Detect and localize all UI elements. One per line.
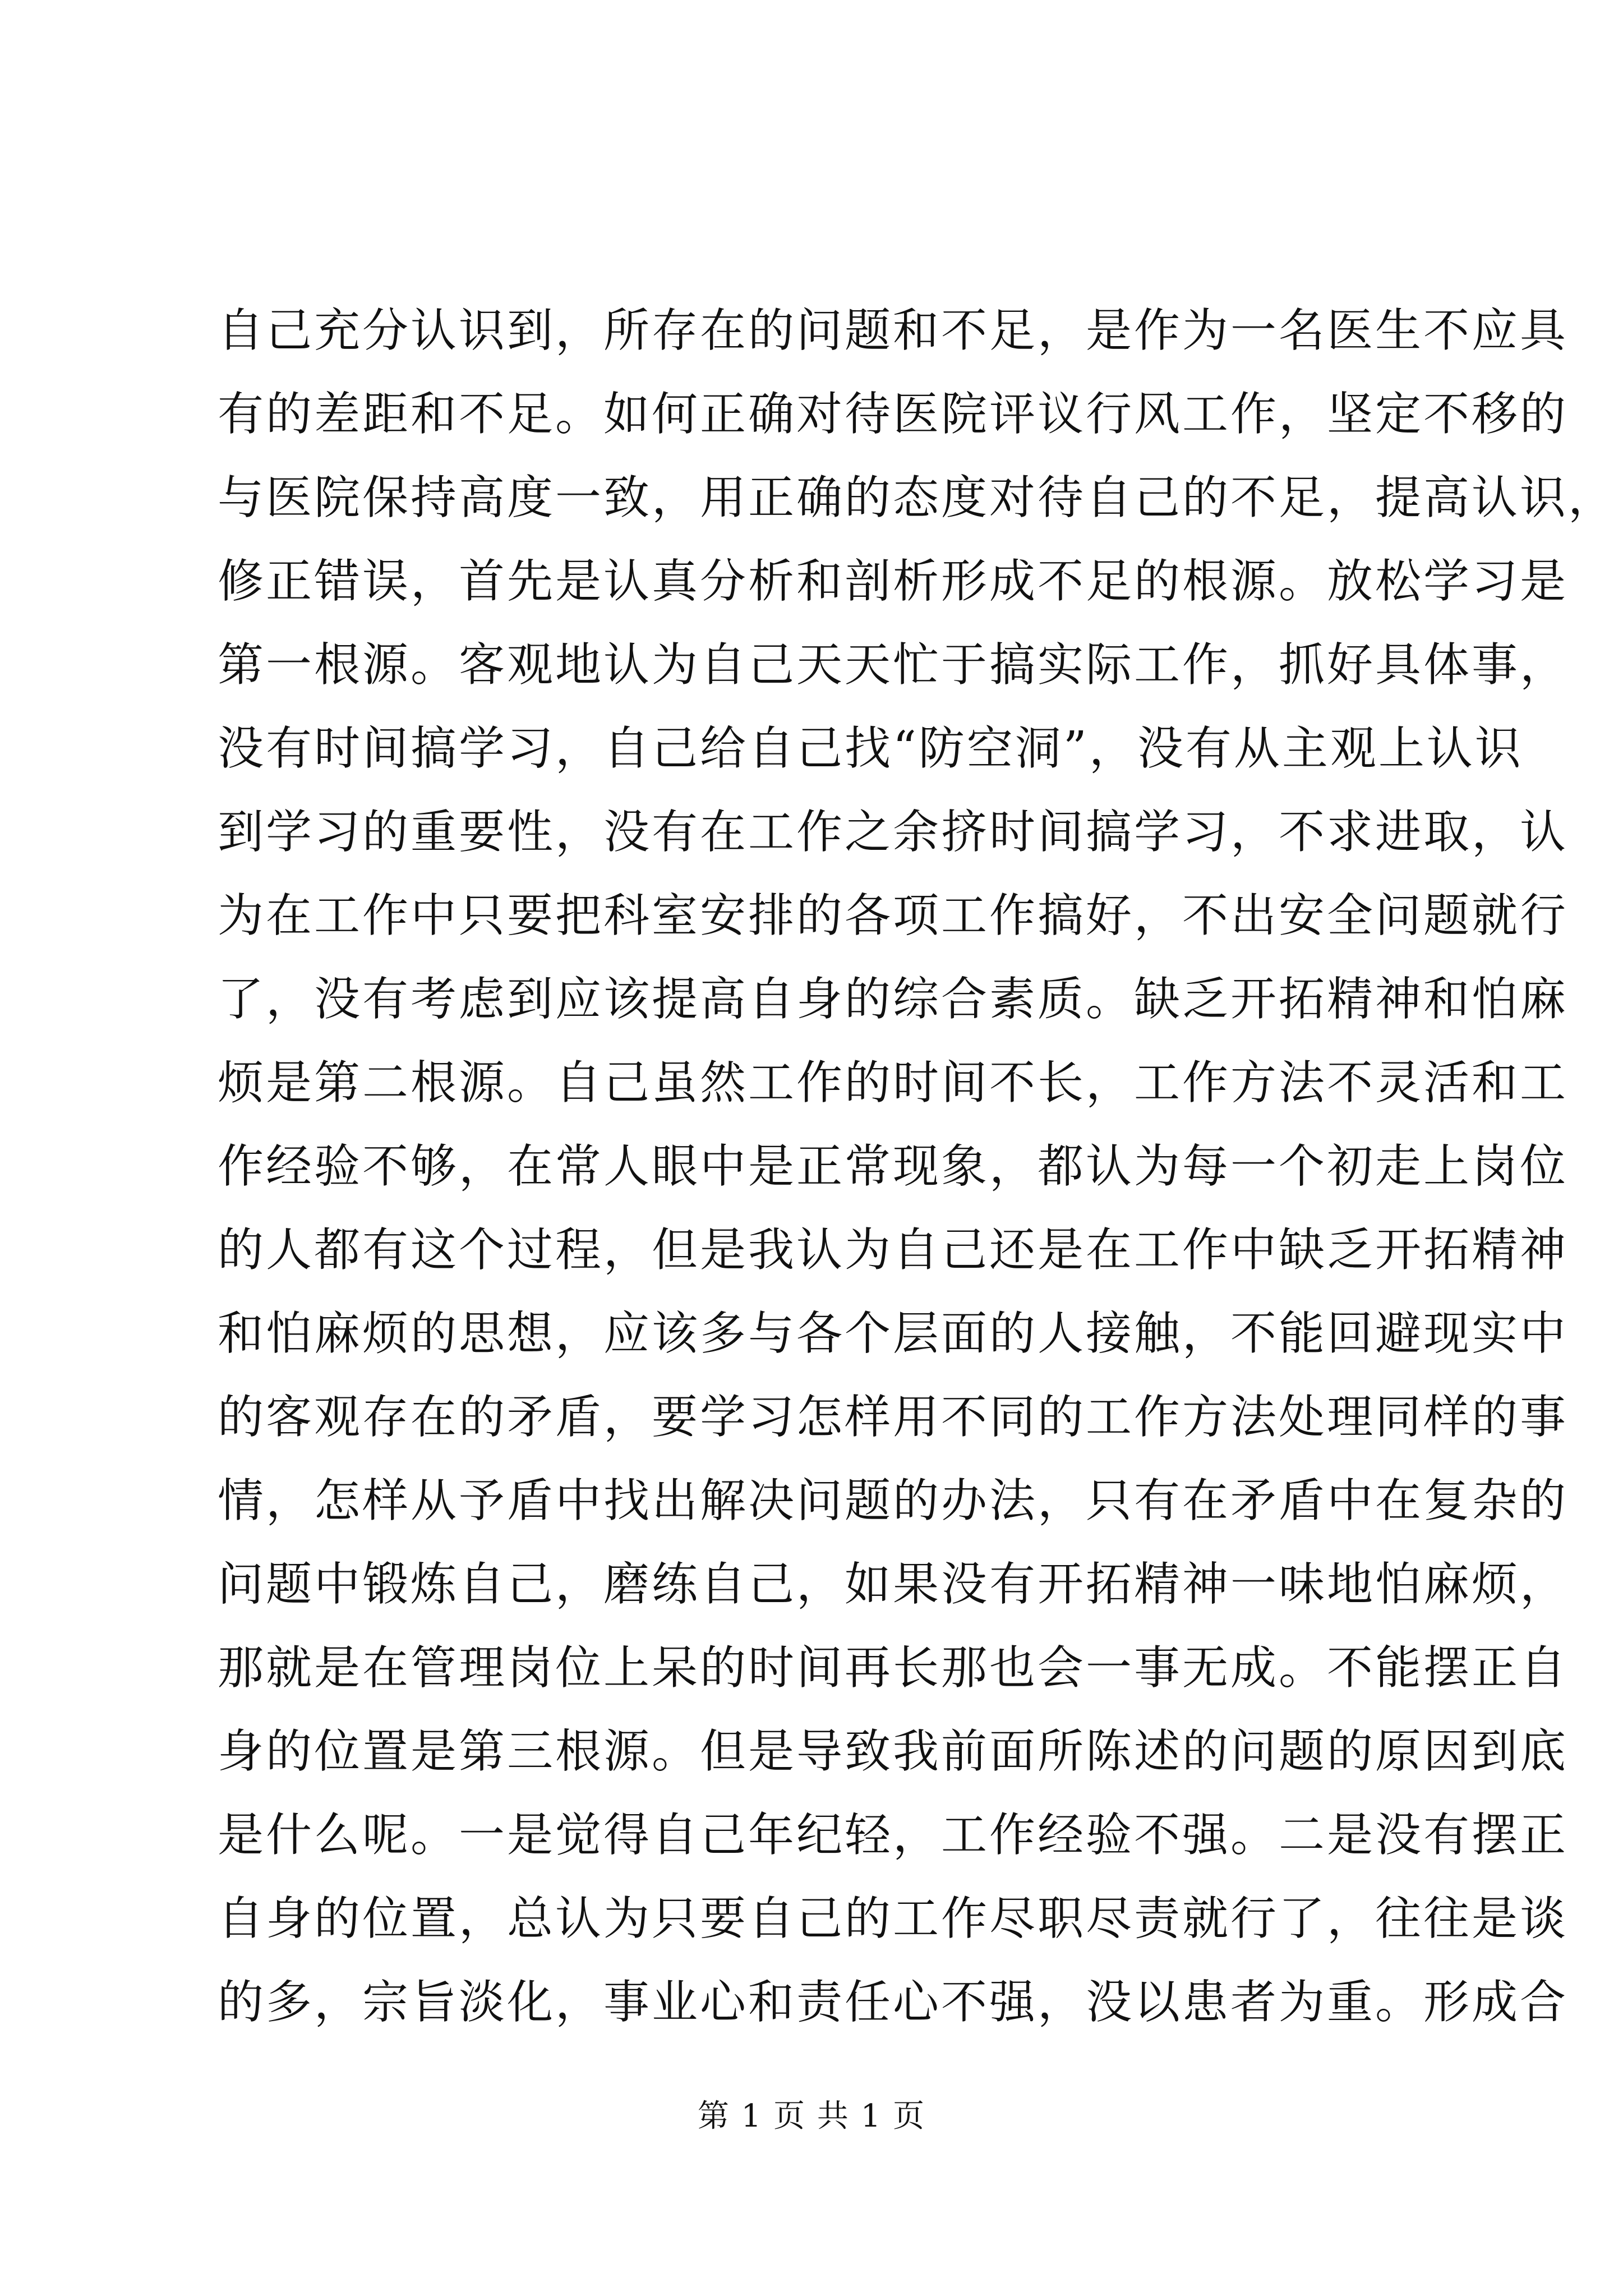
text-line: 为在工作中只要把科室安排的各项工作搞好，不出安全问题就行: [218, 889, 1569, 942]
text-line: 第一根源。客观地认为自己天天忙于搞实际工作，抓好具体事，: [218, 638, 1569, 692]
text-line: 问题中锻炼自己，磨练自己，如果没有开拓精神一味地怕麻烦，: [218, 1558, 1569, 1611]
text-line: 是什么呢。一是觉得自己年纪轻，工作经验不强。二是没有摆正: [218, 1809, 1569, 1862]
text-line: 的人都有这个过程，但是我认为自己还是在工作中缺乏开拓精神: [218, 1223, 1569, 1277]
text-line: 有的差距和不足。如何正确对待医院评议行风工作，坚定不移的: [218, 388, 1569, 441]
text-line: 情，怎样从予盾中找出解决问题的办法，只有在矛盾中在复杂的: [218, 1474, 1569, 1527]
text-line: 到学习的重要性，没有在工作之余挤时间搞学习，不求进取，认: [218, 806, 1569, 859]
text-line: 的客观存在的矛盾，要学习怎样用不同的工作方法处理同样的事: [218, 1391, 1569, 1444]
text-line: 那就是在管理岗位上呆的时间再长那也会一事无成。不能摆正自: [218, 1641, 1569, 1695]
text-line: 和怕麻烦的思想，应该多与各个层面的人接触，不能回避现实中: [218, 1307, 1569, 1360]
text-line: 的多，宗旨淡化，事业心和责任心不强，没以患者为重。形成合: [218, 1976, 1569, 2029]
text-line: 没有时间搞学习，自己给自己找“防空洞”，没有从主观上认识: [218, 722, 1523, 775]
text-line: 作经验不够，在常人眼中是正常现象，都认为每一个初走上岗位: [218, 1140, 1569, 1193]
text-line: 与医院保持高度一致，用正确的态度对待自己的不足，提高认识，: [218, 471, 1617, 524]
text-line: 修正错误，首先是认真分析和剖析形成不足的根源。放松学习是: [218, 555, 1569, 608]
page-footer: 第 1 页 共 1 页: [697, 2098, 926, 2134]
body-text: [218, 289, 1617, 2044]
text-line: 烦是第二根源。自己虽然工作的时间不长，工作方法不灵活和工: [218, 1056, 1569, 1110]
text-line: 自己充分认识到，所存在的问题和不足，是作为一名医生不应具: [218, 304, 1569, 357]
text-line: 了，没有考虑到应该提高自身的综合素质。缺乏开拓精神和怕麻: [218, 973, 1569, 1026]
text-line: 身的位置是第三根源。但是导致我前面所陈述的问题的原因到底: [218, 1725, 1569, 1778]
text-line: 自身的位置，总认为只要自己的工作尽职尽责就行了，往往是谈: [218, 1892, 1569, 1945]
